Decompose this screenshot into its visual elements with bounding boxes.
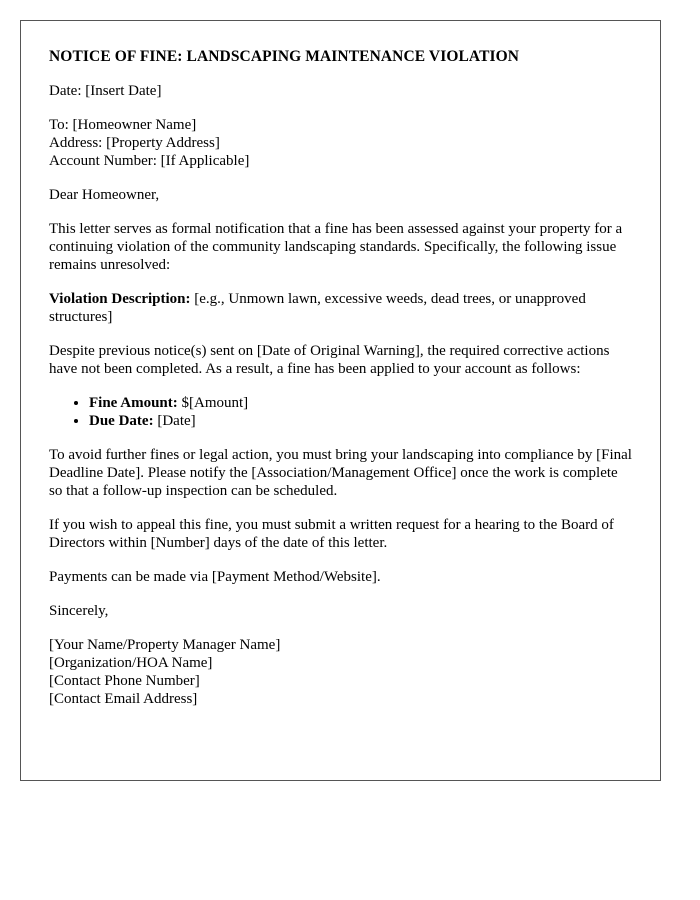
signature-name: [Your Name/Property Manager Name] (49, 637, 281, 653)
closing: Sincerely, (49, 603, 109, 619)
letter-document (20, 20, 661, 781)
fine-details-list (49, 394, 632, 430)
violation-description (49, 290, 632, 326)
notice-paragraph: Despite previous notice(s) sent on [Date of Original Warning], the required corrective actions have not been completed. As a result, a fine has been applied to your account as follows: (49, 343, 610, 377)
due-date-value: [Date] (153, 413, 196, 429)
intro-paragraph: This letter serves as formal notification that a fine has been assessed against your property for a continuing violation of the community landscaping standards. Specifically, the following issue remains unresolved: (49, 221, 623, 273)
compliance-paragraph: To avoid further fines or legal action, you must bring your landscaping into compliance by [Final Deadline Date]. Please notify the [Association/Management Office] once the work is complete so that a follow-up inspection can be scheduled. (49, 447, 632, 499)
due-date-label: Due Date: (89, 413, 154, 429)
violation-label: Violation Description: (49, 291, 191, 307)
recipient-account: Account Number: [If Applicable] (49, 153, 250, 169)
signature-organization: [Organization/HOA Name] (49, 655, 213, 671)
date-line: Date: [Insert Date] (49, 83, 162, 99)
signature-block (49, 636, 632, 708)
payment-paragraph: Payments can be made via [Payment Method/Website]. (49, 569, 381, 585)
signature-phone: [Contact Phone Number] (49, 673, 200, 689)
recipient-block (49, 116, 632, 170)
violation-text: [e.g., Unmown lawn, excessive weeds, dead trees, or unapproved structures] (49, 291, 586, 325)
signature-email: [Contact Email Address] (49, 691, 198, 707)
recipient-to: To: [Homeowner Name] (49, 117, 197, 133)
letter-title: NOTICE OF FINE: LANDSCAPING MAINTENANCE VIOLATION (49, 48, 520, 65)
due-date-item (89, 412, 632, 430)
fine-amount-item (89, 394, 632, 412)
fine-amount-value: $[Amount] (177, 395, 249, 411)
recipient-address: Address: [Property Address] (49, 135, 220, 151)
salutation: Dear Homeowner, (49, 187, 160, 203)
appeal-paragraph: If you wish to appeal this fine, you must submit a written request for a hearing to the Board of Directors within [Number] days of the date of this letter. (49, 517, 614, 551)
fine-amount-label: Fine Amount: (89, 395, 178, 411)
